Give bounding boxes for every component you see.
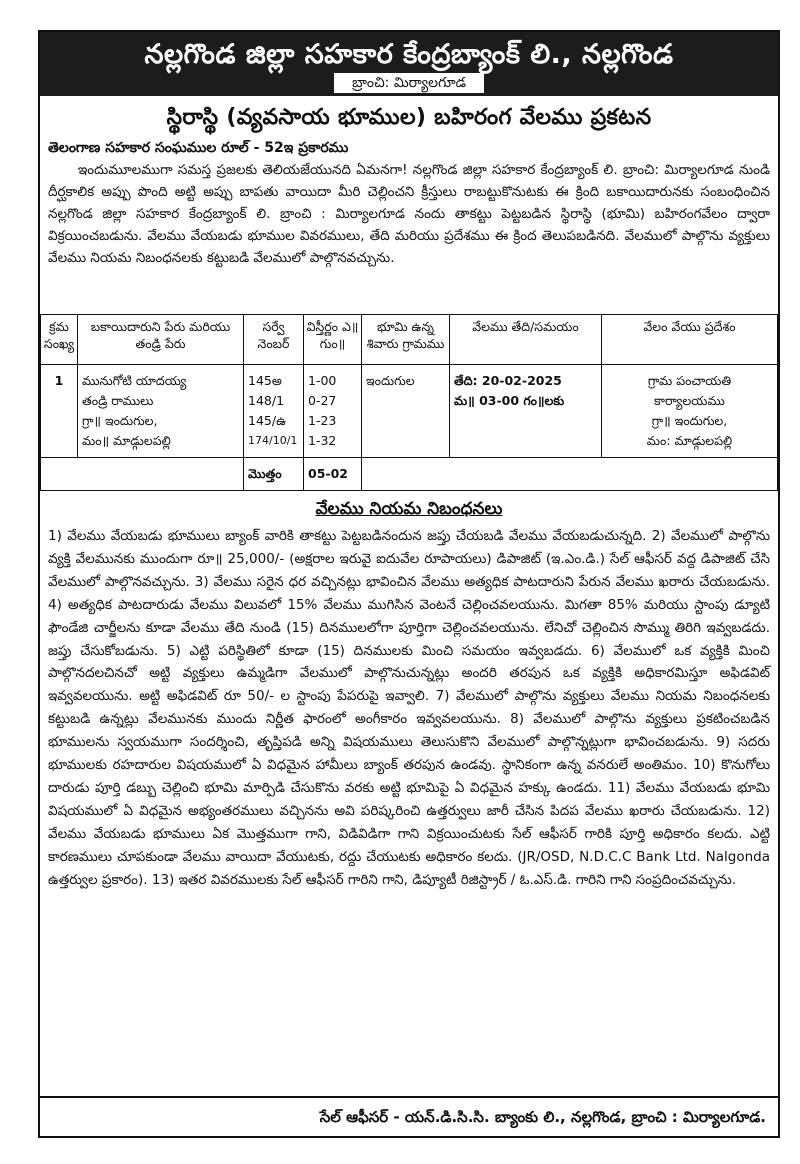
header-village: భూమి ఉన్న శివారు గ్రామము xyxy=(362,315,450,365)
venue-line: గ్రామ పంచాయతి xyxy=(647,373,732,388)
header-survey: సర్వే నెంబర్ xyxy=(244,315,304,365)
bank-name: నల్లగొండ జిల్లా సహకార కేంద్రబ్యాంక్ లి., నల్లగొండ xyxy=(144,39,674,70)
extent-value: 1-32 xyxy=(308,433,337,448)
borrower-mandal-line: మం॥ మాడ్గులపల్లి xyxy=(82,433,171,448)
total-label: మొత్తం xyxy=(244,458,304,491)
auction-date: తేది: 20-02-2025 xyxy=(454,373,562,388)
header-venue: వేలం వేయు ప్రదేశం xyxy=(602,315,778,365)
row-extents xyxy=(304,365,362,458)
row-survey-numbers xyxy=(244,365,304,458)
row-village: ఇందుగుల xyxy=(362,365,450,458)
row-borrower-name xyxy=(78,365,244,458)
survey-number: 174/10/1 xyxy=(248,434,298,447)
conditions-title-text: వేలము నియమ నిబంధనలు xyxy=(315,499,503,519)
notice-frame xyxy=(38,30,780,1138)
venue-line: మం: మాడ్గులపల్లి xyxy=(646,433,733,448)
borrower-village-line: గ్రా॥ ఇందుగుల, xyxy=(82,413,158,428)
notice-header xyxy=(40,32,778,96)
auction-time: మ॥ 03-00 గం॥లకు xyxy=(454,393,565,408)
venue-line: కార్యాలయము xyxy=(654,393,725,408)
rule-reference: తెలంగాణ సహకార సంఘముల రూల్ - 52ఇ ప్రకారము xyxy=(48,140,349,156)
venue-line: గ్రా॥ ఇందుగుల, xyxy=(651,413,728,428)
survey-number: 145అ xyxy=(248,373,282,388)
total-row xyxy=(41,458,778,491)
extent-value: 1-23 xyxy=(308,413,337,428)
extent-value: 1-00 xyxy=(308,373,337,388)
survey-number: 148/1 xyxy=(248,393,285,408)
header-extent: విస్తీర్ణం ఎ॥ గుం॥ xyxy=(304,315,362,365)
footer-signature: సేల్ ఆఫీసర్ - యన్.డి.సి.సి. బ్యాంకు లి., నల్లగొండ, బ్రాంచి : మిర్యాలగూడ. xyxy=(40,1096,778,1136)
row-auction-date xyxy=(450,365,602,458)
conditions-title xyxy=(40,497,778,521)
intro-paragraph: ఇందుమూలముగా సమస్త ప్రజలకు తెలియజేయునది ఏమనగా! నల్లగొండ జిల్లా సహకార కేంద్రబ్యాంక్ లి. బ్రాంచి: మిర్యాలగూడ నుండి దీర్ఘకాలిక అప్పు పొంది అట్టి అప్పు బాపతు వాయిదా మీరి చెల్లించని క్రీస్తులు రాబట్టుకొనుటకు ఈ క్రింది బకాయిదారునకు సంబంధించిన నల్లగొండ జిల్లా సహకార కేంద్రబ్యాంక్ లి. బ్రాంచి : మిర్యాలగూడ నందు తాకట్టు పెట్టబడిన స్థిరాస్థి (భూమి) బహిరంగవేలం ద్వారా విక్రయించబడును. వేలము వేయబడు భూముల వివరములు, తేది మరియు ప్రదేశము ఈ క్రింద తెలుపబడినది. వేలములో పాల్గొను వ్యక్తులు వేలము నియమ నిబంధనలకు కట్టుబడి వేలములో పాల్గొనవచ్చును. xyxy=(48,162,770,266)
total-extent: 05-02 xyxy=(304,458,362,491)
survey-number: 145/ఉ xyxy=(248,413,287,428)
borrower-name-line: మునుగోటి యాదయ్య xyxy=(82,373,187,388)
auction-table xyxy=(40,314,778,491)
total-spacer xyxy=(41,458,244,491)
header-date: వేలము తేది/సమయం xyxy=(450,315,602,365)
conditions-paragraph: 1) వేలము వేయబడు భూములు బ్యాంక్ వారికి తాకట్టు పెట్టబడినందున జప్తు చేయబడి వేలము వేయబడుచున్నది. 2) వేలములో పాల్గొను వ్యక్తి వేలమునకు ముందుగా రూ॥ 25,000/- (అక్షరాల ఇరువై ఐదువేల రూపాయలు) డిపాజిట్ (ఇ.ఎం.డి.) సేల్ ఆఫీసర్ వద్ద డిపాజిట్ చేసి వేలములో పాల్గొనవచ్చును. 3) వేలము సరైన ధర వచ్చినట్లు భావించిన వేలము అత్యధిక పాటదారుని పేరున వేలము ఖరారు చేయబడును. 4) అత్యధిక పాటదారుడు వేలము విలువలో 15% వేలము ముగిసిన వెంటనే చెల్లించవలయును. మిగతా 85% మరియు స్టాంపు డ్యూటి ఫౌండేజి చార్జీలను కూడా వేలము తేది నుండి (15) దినములలోగా పూర్తిగా చెల్లించవలయును. లేనిచో చెల్లించిన సొమ్ము తిరిగి ఇవ్వబడదు. జప్తు చేసుకోబడును. 5) ఎట్టి పరిస్థితిలో కూడా (15) దినములకు మించి సమయం ఇవ్వబడదు. 6) వేలములో ఒక వ్యక్తికి మించి పాల్గొనదలచినచో అట్టి వ్యక్తులు ఉమ్మడిగా వేలములో పాల్గొనుచున్నట్లు అందరి తరపున ఒక వ్యక్తికి అధికారమిస్తూ అఫిడవిట్ ఇవ్వవలయును. అట్టి అఫిడవిట్ రూ 50/- ల స్టాంపు పేపరుపై ఇవ్వాలి. 7) వేలములో పాల్గొను వ్యక్తులు వేలము నియమ నిబంధనలకు కట్టుబడి ఉన్నట్లు వేలమునకు ముందు నిర్ణీత ఫారంలో అంగీకారం ఇవ్వవలయును. 8) వేలములో పాల్గొను వ్యక్తులు ప్రకటించబడిన భూములను స్వయముగా సందర్శించి, తృప్తిపడి అన్ని విషయములు తెలుసుకొని వేలములో పాల్గొన్నట్లుగా భావించబడును. 9) సదరు భూములకు రహదారుల విషయములో ఏ విధమైన హామీలు బ్యాంక్ తరపున ఉండవు. స్థానికంగా ఉన్న వనరులే అంతిమం. 10) కొనుగోలు దారుడు పూర్తి డబ్బు చెల్లించి భూమి మార్పిడి చేసుకొను వరకు అట్టి భూమిపై ఏ విధమైన హక్కు ఉండదు. 11) వేలము వేయబడు భూమి విషయములో ఏ విధమైన అభ్యంతరములు వచ్చినను అవి పరిష్కరించి ఉత్తర్వులు జారీ చేసిన పిదప వేలము ఖరారు చేయబడును. 12) వేలము వేయబడు భూములు ఏక మొత్తముగా గాని, విడివిడిగా గాని విక్రయించుటకు సేల్ ఆఫీసర్ గారికి పూర్తి అధికారం కలదు. ఎట్టి కారణములు చూపకుండా వేలము వాయిదా వేయుటకు, రద్దు చేయుటకు అధికారం కలదు. (JR/OSD, N.D.C.C Bank Ltd. Nalgonda ఉత్తర్వుల ప్రకారం). 13) ఇతర వివరములకు సేల్ ఆఫీసర్ గారిని గాని, డిప్యూటీ రిజిస్ట్రార్ / ఓ.ఎస్.డి. గారిని గాని సంప్రదించవచ్చును. xyxy=(48,528,770,888)
borrower-father-line: తండ్రి రాములు xyxy=(82,393,154,408)
total-spacer-right xyxy=(362,458,778,491)
branch-name: బ్రాంచి: మిర్యాలగూడ xyxy=(334,73,484,93)
header-name: బకాయిదారుని పేరు మరియు తండ్రి పేరు xyxy=(78,315,244,365)
extent-value: 0-27 xyxy=(308,393,337,408)
header-sno: క్రమ సంఖ్య xyxy=(41,315,78,365)
row-sno: 1 xyxy=(41,365,78,458)
notice-title: స్థిరాస్థి (వ్యవసాయ భూముల) బహిరంగ వేలము ప్రకటన xyxy=(166,105,652,130)
table-row xyxy=(41,365,778,458)
row-venue xyxy=(602,365,778,458)
table-header-row xyxy=(41,315,778,365)
